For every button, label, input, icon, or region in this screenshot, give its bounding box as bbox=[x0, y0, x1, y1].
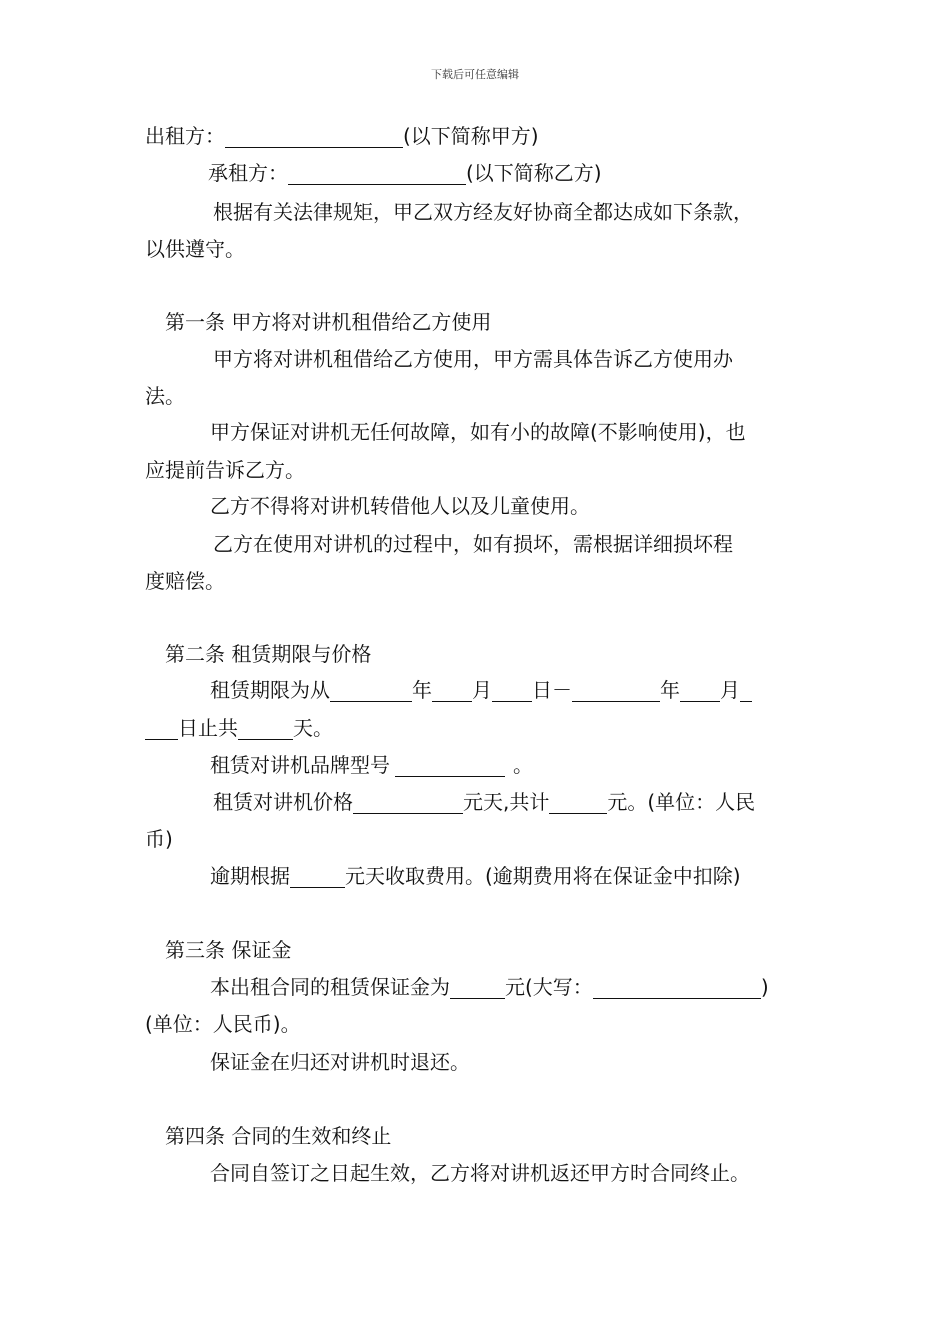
price-blank bbox=[353, 793, 463, 814]
article4-title: 第四条 合同的生效和终止 bbox=[165, 1124, 392, 1148]
deposit-label: 本出租合同的租赁保证金为 bbox=[210, 975, 450, 999]
article1-p1-line1: 甲方将对讲机租借给乙方使用，甲方需具体告诉乙方使用办 bbox=[213, 347, 733, 371]
article1-p1-line2: 法。 bbox=[145, 384, 185, 408]
page-header: 下载后可任意编辑 bbox=[431, 68, 519, 81]
deposit-line bbox=[210, 975, 769, 999]
end-month-blank bbox=[680, 681, 720, 702]
lessor-blank bbox=[225, 127, 403, 148]
deposit-unit: 元(大写： bbox=[505, 975, 593, 999]
end-day-blank-part2 bbox=[145, 719, 178, 740]
lessor-line bbox=[145, 124, 539, 148]
end-day-blank-part1 bbox=[740, 681, 752, 702]
model-blank bbox=[395, 756, 505, 777]
article1-p4-line1: 乙方在使用对讲机的过程中，如有损坏，需根据详细损坏程 bbox=[213, 532, 733, 556]
day-label: 日 bbox=[532, 678, 552, 702]
model-label: 租赁对讲机品牌型号 bbox=[210, 753, 390, 777]
start-year-blank bbox=[330, 681, 412, 702]
intro-line-1: 根据有关法律规矩，甲乙双方经友好协商全都达成如下条款， bbox=[213, 200, 753, 224]
article1-title: 第一条 甲方将对讲机租借给乙方使用 bbox=[165, 310, 492, 334]
intro-line-2: 以供遵守。 bbox=[145, 237, 245, 261]
total-days-blank bbox=[238, 719, 293, 740]
day-end-label: 日止共 bbox=[178, 716, 238, 740]
end-year-blank bbox=[572, 681, 660, 702]
article3-title: 第三条 保证金 bbox=[165, 938, 292, 962]
article1-p2-line1: 甲方保证对讲机无任何故障，如有小的故障(不影响使用)，也 bbox=[210, 420, 746, 444]
start-month-blank bbox=[432, 681, 472, 702]
lessee-blank bbox=[288, 164, 466, 185]
overdue-end: 元天收取费用。(逾期费用将在保证金中扣除) bbox=[345, 864, 741, 888]
dash: － bbox=[552, 678, 572, 702]
days-unit: 天。 bbox=[293, 716, 333, 740]
deposit-close: ) bbox=[760, 975, 769, 999]
lessor-suffix: (以下简称甲方) bbox=[403, 124, 539, 148]
article4-p1: 合同自签订之日起生效，乙方将对讲机返还甲方时合同终止。 bbox=[210, 1161, 750, 1185]
deposit-uppercase-blank bbox=[593, 978, 761, 999]
lease-period-line bbox=[210, 678, 752, 702]
deposit-refund: 保证金在归还对讲机时退还。 bbox=[210, 1050, 470, 1074]
price-line-2: 币) bbox=[145, 827, 173, 851]
year-label: 年 bbox=[412, 678, 432, 702]
overdue-label: 逾期根据 bbox=[210, 864, 290, 888]
article1-p4-line2: 度赔偿。 bbox=[145, 569, 225, 593]
price-end: 元。(单位：人民 bbox=[607, 790, 756, 814]
period-prefix: 租赁期限为从 bbox=[210, 678, 330, 702]
month-label: 月 bbox=[472, 678, 492, 702]
start-day-blank bbox=[492, 681, 532, 702]
year-label-2: 年 bbox=[660, 678, 680, 702]
article2-title: 第二条 租赁期限与价格 bbox=[165, 642, 372, 666]
model-end: 。 bbox=[513, 753, 533, 777]
lease-period-line-2 bbox=[145, 716, 333, 740]
lessor-label: 出租方： bbox=[145, 124, 225, 148]
month-label-2: 月 bbox=[720, 678, 740, 702]
overdue-blank bbox=[290, 867, 345, 888]
deposit-currency: (单位：人民币)。 bbox=[145, 1012, 301, 1036]
lessee-label: 承租方： bbox=[208, 161, 288, 185]
article1-p2-line2: 应提前告诉乙方。 bbox=[145, 458, 305, 482]
price-unit: 元天,共计 bbox=[463, 790, 550, 814]
model-line bbox=[210, 753, 533, 777]
price-total-blank bbox=[549, 793, 607, 814]
overdue-line bbox=[210, 864, 741, 888]
article1-p3: 乙方不得将对讲机转借他人以及儿童使用。 bbox=[210, 494, 590, 518]
lessee-suffix: (以下简称乙方) bbox=[466, 161, 602, 185]
price-label: 租赁对讲机价格 bbox=[213, 790, 353, 814]
deposit-amount-blank bbox=[450, 978, 505, 999]
price-line bbox=[213, 790, 755, 814]
lessee-line bbox=[208, 161, 602, 185]
